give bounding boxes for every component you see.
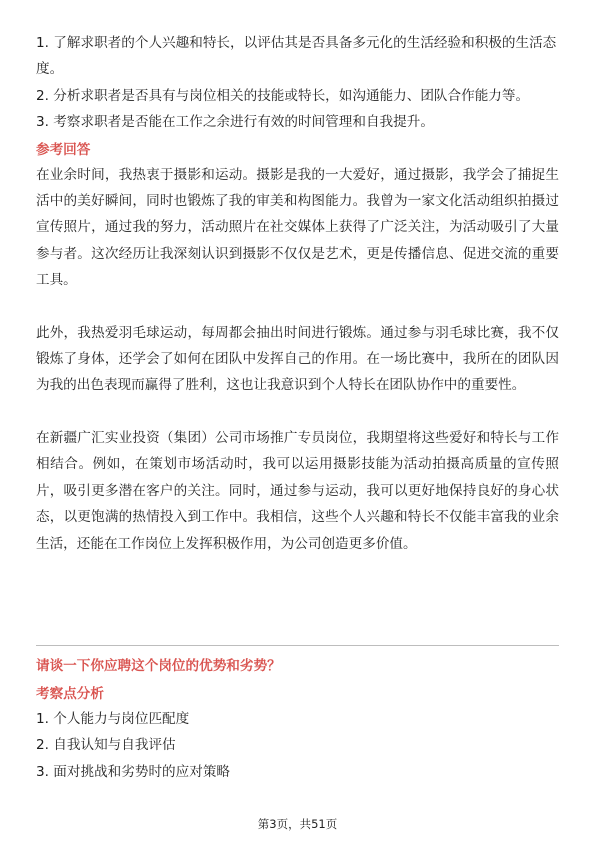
- intro-point-1: 1. 了解求职者的个人兴趣和特长，以评估其是否具备多元化的生活经验和积极的生活态度。: [36, 35, 557, 78]
- paragraph-gap: [36, 294, 559, 320]
- reference-answer-paragraph-2: 此外，我热爱羽毛球运动，每周都会抽出时间进行锻炼。通过参与羽毛球比赛，我不仅锻炼了身体，还学会了如何在团队中发挥自己的作用。在一场比赛中，我所在的团队因为我的出色表现而赢得了胜利，这也让我意识到个人特长在团队协作中的重要性。: [36, 324, 559, 394]
- analysis-point-2: 2. 自我认知与自我评估: [36, 737, 176, 754]
- intro-point-2: 2. 分析求职者是否具有与岗位相关的技能或特长，如沟通能力、团队合作能力等。: [36, 87, 530, 104]
- analysis-point-3: 3. 面对挑战和劣势时的应对策略: [36, 763, 231, 780]
- intro-point-3: 3. 考察求职者是否能在工作之余进行有效的时间管理和自我提升。: [36, 114, 434, 131]
- reference-answer-paragraph-3: 在新疆广汇实业投资（集团）公司市场推广专员岗位，我期望将这些爱好和特长与工作相结合。例如，在策划市场活动时，我可以运用摄影技能为活动拍摄高质量的宣传照片，吸引更多潜在客户的关注。同时，通过参与运动，我可以更好地保持良好的身心状态，以更饱满的热情投入到工作中。我相信，这些个人兴趣和特长不仅能丰富我的业余生活，还能在工作岗位上发挥积极作用，为公司创造更多价值。: [36, 429, 559, 552]
- page-number: 第3页，共51页: [257, 817, 338, 831]
- analysis-title: 考察点分析: [36, 686, 104, 702]
- paragraph-gap: [36, 399, 559, 425]
- analysis-block: [36, 682, 559, 785]
- question-title: 请谈一下你应聘这个岗位的优势和劣势？: [36, 658, 281, 674]
- section-divider: [36, 645, 559, 646]
- reference-answer-paragraph-1: 在业余时间，我热衷于摄影和运动。摄影是我的一大爱好，通过摄影，我学会了捕捉生活中的美好瞬间，同时也锻炼了我的审美和构图能力。我曾为一家文化活动组织拍摄过宣传照片，通过我的努力，活动照片在社交媒体上获得了广泛关注，为活动吸引了大量参与者。这次经历让我深刻认识到摄影不仅仅是艺术，更是传播信息、促进交流的重要工具。: [36, 166, 559, 289]
- reference-answer-title: 参考回答: [36, 141, 91, 158]
- page-content: [36, 30, 559, 557]
- analysis-point-1: 1. 个人能力与岗位匹配度: [36, 711, 190, 727]
- intro-points: [36, 30, 559, 136]
